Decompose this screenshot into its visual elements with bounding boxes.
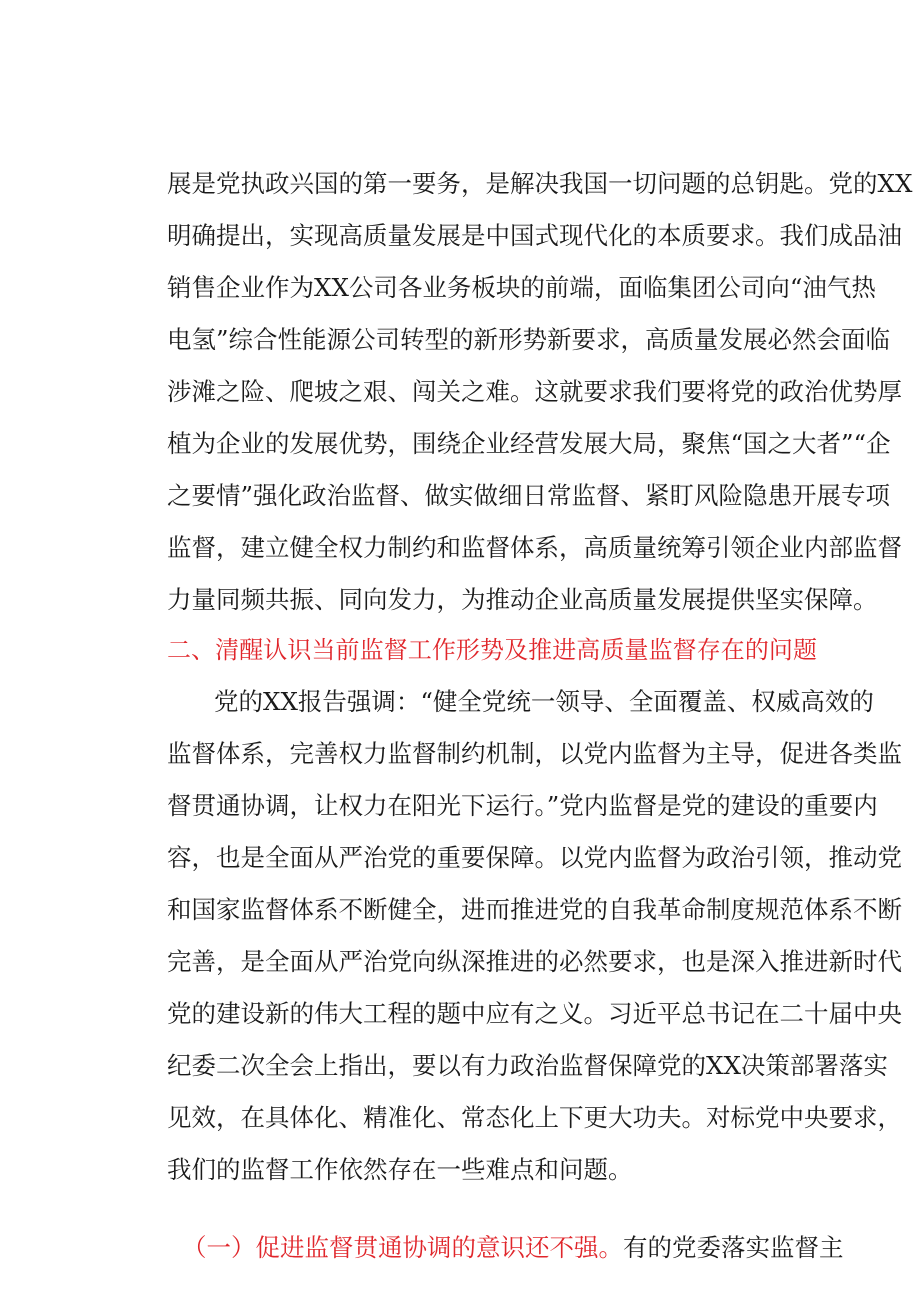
paragraph-line: 销售企业作为XX公司各业务板块的前端，面临集团公司向“油气热 bbox=[167, 273, 876, 302]
paragraph-line: 我们的监督工作依然存在一些难点和问题。 bbox=[167, 1155, 633, 1184]
paragraph-line: 完善，是全面从严治党向纵深推进的必然要求，也是深入推进新时代 bbox=[167, 947, 902, 976]
paragraph-line: 涉滩之险、爬坡之艰、闯关之难。这就要求我们要将党的政治优势厚 bbox=[167, 377, 902, 406]
paragraph-line: 党的建设新的伟大工程的题中应有之义。习近平总书记在二十届中央 bbox=[167, 999, 902, 1028]
subsection-title: （一）促进监督贯通协调的意识还不强。 bbox=[182, 1233, 623, 1262]
paragraph-line: 和国家监督体系不断健全，进而推进党的自我革命制度规范体系不断 bbox=[167, 895, 902, 924]
subsection-text: 有的党委落实监督主 bbox=[623, 1233, 844, 1262]
paragraph-line: 植为企业的发展优势，围绕企业经营发展大局，聚焦“国之大者”“企 bbox=[167, 429, 891, 458]
paragraph-line: 展是党执政兴国的第一要务，是解决我国一切问题的总钥匙。党的XX bbox=[167, 169, 913, 198]
paragraph-line: 督贯通协调，让权力在阳光下运行。”党内监督是党的建设的重要内 bbox=[167, 791, 878, 820]
paragraph-line: 明确提出，实现高质量发展是中国式现代化的本质要求。我们成品油 bbox=[167, 221, 902, 250]
paragraph-line: 监督体系，完善权力监督制约机制，以党内监督为主导，促进各类监 bbox=[167, 739, 902, 768]
paragraph-line: 容，也是全面从严治党的重要保障。以党内监督为政治引领，推动党 bbox=[167, 843, 902, 872]
paragraph-line: 力量同频共振、同向发力，为推动企业高质量发展提供坚实保障。 bbox=[167, 585, 878, 614]
subsection-line bbox=[182, 1232, 844, 1264]
paragraph-line: 党的XX报告强调：“健全党统一领导、全面覆盖、权威高效的 bbox=[214, 687, 874, 716]
paragraph-line: 监督，建立健全权力制约和监督体系，高质量统筹引领企业内部监督 bbox=[167, 533, 902, 562]
paragraph-line: 电氢”综合性能源公司转型的新形势新要求，高质量发展必然会面临 bbox=[167, 325, 891, 354]
paragraph-line: 见效，在具体化、精准化、常态化上下更大功夫。对标党中央要求， bbox=[167, 1103, 902, 1132]
paragraph-line: 纪委二次全会上指出，要以有力政治监督保障党的XX决策部署落实 bbox=[167, 1051, 888, 1080]
section-heading: 二、清醒认识当前监督工作形势及推进高质量监督存在的问题 bbox=[167, 636, 817, 664]
paragraph-line: 之要情”强化政治监督、做实做细日常监督、紧盯风险隐患开展专项 bbox=[167, 481, 891, 510]
